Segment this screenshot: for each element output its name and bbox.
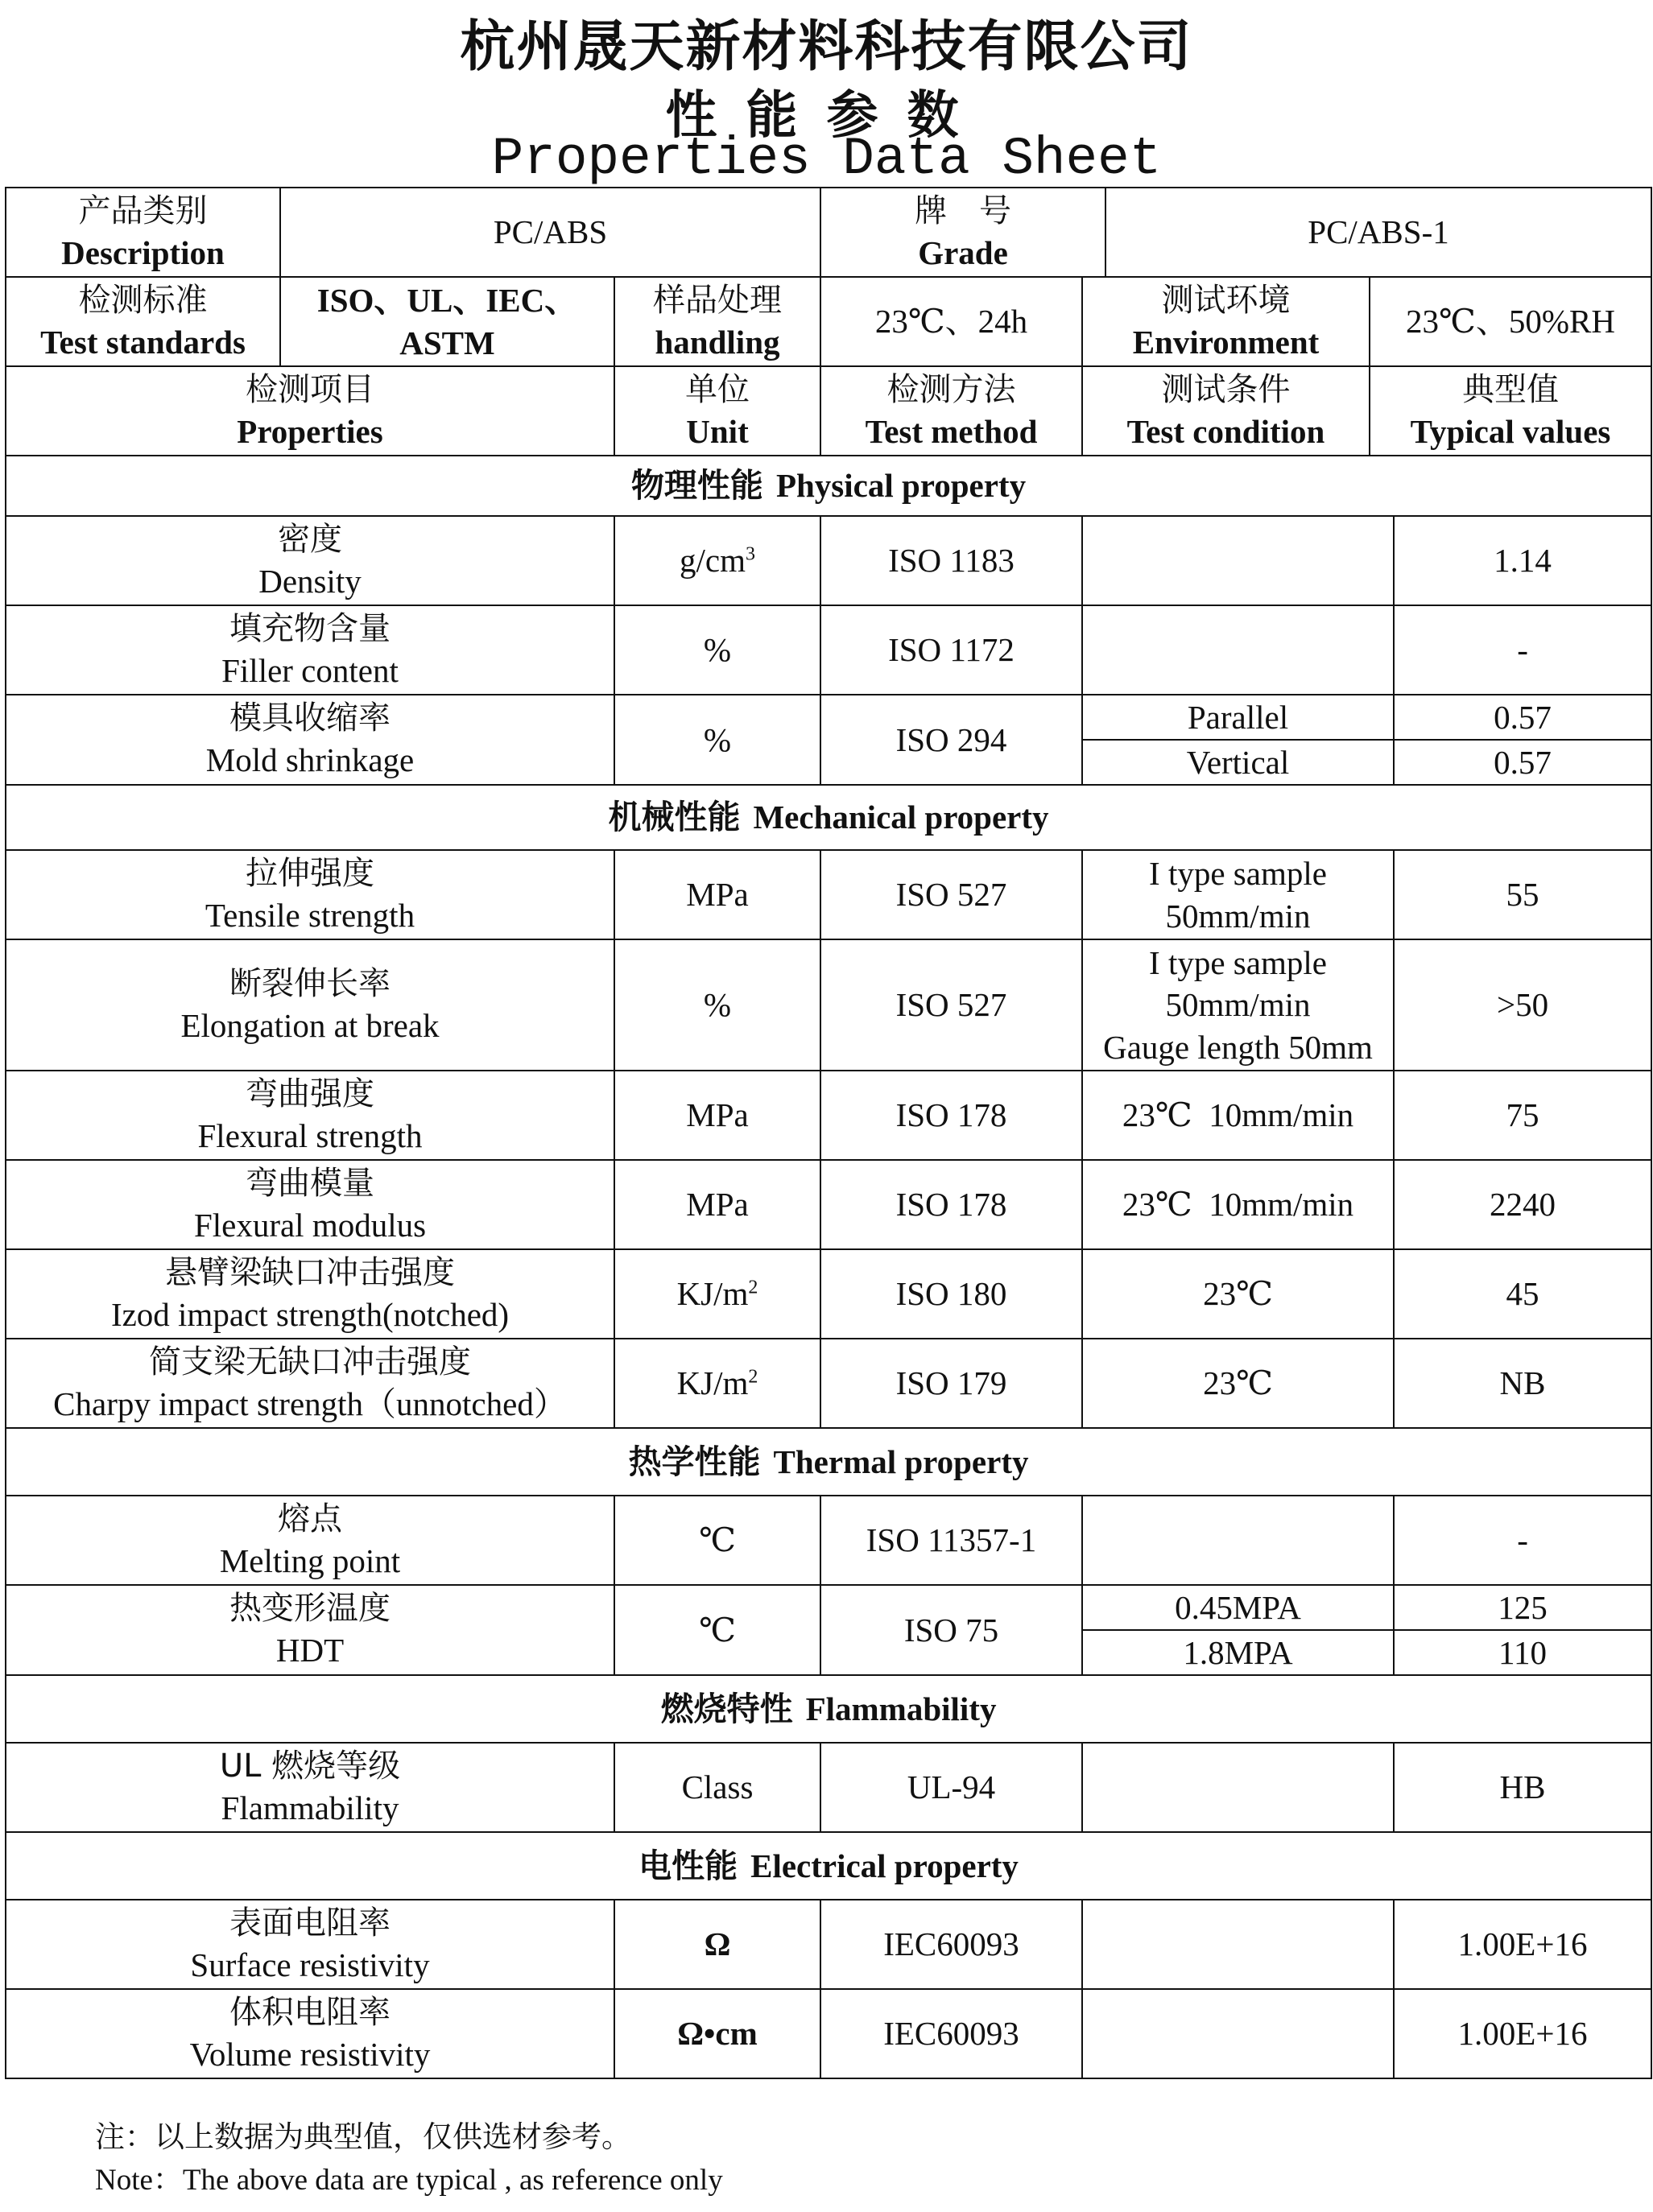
info-row-description: [6, 188, 1651, 277]
row-charpy: [6, 1339, 1651, 1428]
handling-value: 23℃、24h: [820, 277, 1082, 366]
volume-res-zh: 体积电阻率: [229, 1993, 391, 2031]
ul-unit: Class: [614, 1743, 820, 1832]
col-condition: [1082, 366, 1370, 456]
col-typical-zh: 典型值: [1462, 370, 1560, 408]
surface-res-unit: Ω: [614, 1900, 820, 1989]
col-method: [820, 366, 1082, 456]
row-shrinkage: [6, 695, 1651, 740]
row-density: [6, 516, 1651, 605]
description-label-cell: [6, 188, 280, 277]
izod-en: Izod impact strength(notched): [110, 1295, 510, 1333]
section-mechanical-zh: 机械性能: [608, 798, 741, 837]
tensile-en: Tensile strength: [205, 896, 415, 934]
tensile-method: ISO 527: [820, 850, 1082, 939]
flex-modulus-value: 2240: [1394, 1160, 1651, 1249]
elongation-value: >50: [1394, 939, 1651, 1071]
density-en: Density: [258, 562, 362, 600]
tensile-condition: I type sample 50mm/min: [1082, 850, 1394, 939]
filler-method: ISO 1172: [820, 605, 1082, 695]
info-row-standards: [6, 277, 1651, 366]
izod-value: 45: [1394, 1249, 1651, 1339]
title-zh: 性能参数: [665, 86, 988, 146]
note-zh: 注：以上数据为典型值，仅供选材参考。: [95, 2119, 631, 2154]
surface-res-method: IEC60093: [820, 1900, 1082, 1989]
section-mechanical-en: Mechanical property: [753, 799, 1049, 836]
row-hdt: [6, 1585, 1651, 1630]
hdt-value-045: 125: [1394, 1585, 1651, 1630]
melting-en: Melting point: [219, 1541, 401, 1579]
description-label-en: Description: [61, 233, 225, 271]
flex-modulus-condition: 23℃ 10mm/min: [1082, 1160, 1394, 1249]
flex-modulus-method: ISO 178: [820, 1160, 1082, 1249]
hdt-condition-045: 0.45MPA: [1082, 1585, 1394, 1630]
hdt-value-18: 110: [1394, 1630, 1651, 1675]
flex-modulus-en: Flexural modulus: [193, 1206, 427, 1244]
melting-zh: 熔点: [278, 1500, 342, 1537]
grade-label-cell: [820, 188, 1105, 277]
shrinkage-en: Mold shrinkage: [205, 741, 415, 779]
col-method-en: Test method: [865, 412, 1038, 450]
density-value: 1.14: [1394, 516, 1651, 605]
surface-res-condition: [1082, 1900, 1394, 1989]
charpy-condition: 23℃: [1082, 1339, 1394, 1428]
grade-label-en: Grade: [918, 233, 1008, 271]
section-flammability-zh: 燃烧特性: [660, 1689, 793, 1728]
ul-method: UL-94: [820, 1743, 1082, 1832]
ul-condition: [1082, 1743, 1394, 1832]
description-label-zh: 产品类别: [78, 192, 208, 229]
row-filler: [6, 605, 1651, 695]
grade-label-zh: 牌 号: [915, 192, 1011, 229]
row-ul: [6, 1743, 1651, 1832]
footnotes: [95, 2115, 723, 2202]
title-en: Properties Data Sheet: [491, 129, 1162, 189]
flex-modulus-zh: 弯曲模量: [246, 1164, 374, 1202]
company-name: 杭州晟天新材料科技有限公司: [460, 15, 1193, 79]
row-izod: [6, 1249, 1651, 1339]
col-typical-en: Typical values: [1410, 412, 1611, 450]
shrinkage-value-vertical: 0.57: [1394, 740, 1651, 785]
section-thermal: [6, 1428, 1651, 1496]
hdt-en: HDT: [275, 1632, 345, 1669]
col-properties: [6, 366, 614, 456]
section-physical: [6, 456, 1651, 516]
filler-unit: %: [614, 605, 820, 695]
charpy-en: Charpy impact strength（unnotched）: [53, 1385, 567, 1422]
ul-en: Flammability: [221, 1789, 399, 1826]
volume-res-en: Volume resistivity: [189, 2035, 431, 2073]
tensile-zh: 拉伸强度: [246, 854, 374, 892]
standards-value-line2: ASTM: [399, 324, 495, 361]
standards-label-en: Test standards: [40, 323, 246, 361]
standards-label-zh: 检测标准: [78, 281, 208, 319]
environment-value: 23℃、50%RH: [1370, 277, 1651, 366]
flex-strength-value: 75: [1394, 1071, 1651, 1160]
handling-label-cell: [614, 277, 820, 366]
section-electrical-en: Electrical property: [750, 1847, 1019, 1884]
density-zh: 密度: [278, 520, 342, 558]
section-thermal-zh: 热学性能: [628, 1442, 761, 1481]
column-header-row: [6, 366, 1651, 456]
section-electrical: [6, 1832, 1651, 1900]
col-method-zh: 检测方法: [886, 370, 1016, 408]
row-volume-resistivity: [6, 1989, 1651, 2078]
surface-res-en: Surface resistivity: [190, 1946, 430, 1983]
row-surface-resistivity: [6, 1900, 1651, 1989]
surface-res-zh: 表面电阻率: [229, 1904, 391, 1942]
col-condition-zh: 测试条件: [1161, 370, 1291, 408]
surface-res-value: 1.00E+16: [1394, 1900, 1651, 1989]
filler-en: Filler content: [221, 651, 399, 689]
row-flex-modulus: [6, 1160, 1651, 1249]
col-condition-en: Test condition: [1126, 412, 1325, 450]
hdt-unit: ℃: [614, 1585, 820, 1675]
filler-value: -: [1394, 605, 1651, 695]
note-en: Note：The above data are typical , as reference only: [95, 2163, 723, 2197]
description-value: PC/ABS: [280, 188, 820, 277]
shrinkage-value-parallel: 0.57: [1394, 695, 1651, 740]
ul-value: HB: [1394, 1743, 1651, 1832]
handling-label-en: handling: [655, 323, 780, 361]
col-typical: [1370, 366, 1651, 456]
section-electrical-zh: 电性能: [638, 1846, 738, 1885]
volume-res-method: IEC60093: [820, 1989, 1082, 2078]
melting-value: -: [1394, 1496, 1651, 1585]
section-physical-zh: 物理性能: [630, 466, 763, 506]
hdt-method: ISO 75: [820, 1585, 1082, 1675]
handling-label-zh: 样品处理: [653, 281, 782, 319]
elongation-condition: I type sample 50mm/min Gauge length 50mm: [1082, 939, 1394, 1071]
hdt-zh: 热变形温度: [229, 1590, 391, 1628]
grade-value: PC/ABS-1: [1105, 188, 1651, 277]
row-flex-strength: [6, 1071, 1651, 1160]
standards-label-cell: [6, 277, 280, 366]
flex-strength-en: Flexural strength: [197, 1116, 423, 1154]
melting-condition: [1082, 1496, 1394, 1585]
flex-strength-condition: 23℃ 10mm/min: [1082, 1071, 1394, 1160]
section-physical-en: Physical property: [775, 467, 1027, 505]
shrinkage-method: ISO 294: [820, 695, 1082, 785]
izod-method: ISO 180: [820, 1249, 1082, 1339]
environment-label-en: Environment: [1132, 323, 1320, 361]
izod-unit: $KJ/m^2$: [614, 1249, 820, 1339]
row-melting: [6, 1496, 1651, 1585]
flex-modulus-unit: MPa: [614, 1160, 820, 1249]
section-flammability-en: Flammability: [805, 1690, 997, 1727]
density-method: ISO 1183: [820, 516, 1082, 605]
flex-strength-unit: MPa: [614, 1071, 820, 1160]
section-thermal-en: Thermal property: [773, 1442, 1029, 1480]
volume-res-value: 1.00E+16: [1394, 1989, 1651, 2078]
elongation-en: Elongation at break: [180, 1006, 440, 1044]
row-elongation: [6, 939, 1651, 1071]
col-properties-zh: 检测项目: [246, 370, 374, 408]
tensile-value: 55: [1394, 850, 1651, 939]
elongation-method: ISO 527: [820, 939, 1082, 1071]
elongation-unit: %: [614, 939, 820, 1071]
flex-strength-method: ISO 178: [820, 1071, 1082, 1160]
col-properties-en: Properties: [237, 412, 383, 450]
flex-strength-zh: 弯曲强度: [246, 1075, 374, 1112]
environment-label-zh: 测试环境: [1161, 281, 1291, 319]
row-tensile: [6, 850, 1651, 939]
izod-condition: 23℃: [1082, 1249, 1394, 1339]
ul-zh: UL 燃烧等级: [219, 1747, 401, 1785]
col-unit: [614, 366, 820, 456]
elongation-zh: 断裂伸长率: [229, 964, 391, 1002]
charpy-method: ISO 179: [820, 1339, 1082, 1428]
col-unit-zh: 单位: [685, 370, 750, 408]
shrinkage-condition-vertical: Vertical: [1082, 740, 1394, 785]
shrinkage-condition-parallel: Parallel: [1082, 695, 1394, 740]
environment-label-cell: [1082, 277, 1370, 366]
section-mechanical: [6, 785, 1651, 850]
volume-res-unit: Ω•cm: [614, 1989, 820, 2078]
density-condition: [1082, 516, 1394, 605]
izod-zh: 悬臂梁缺口冲击强度: [165, 1253, 455, 1291]
melting-unit: ℃: [614, 1496, 820, 1585]
tensile-unit: MPa: [614, 850, 820, 939]
standards-value-cell: [280, 277, 614, 366]
standards-value-line1: ISO、UL、IEC、: [316, 282, 578, 320]
melting-method: ISO 11357-1: [820, 1496, 1082, 1585]
shrinkage-unit: %: [614, 695, 820, 785]
hdt-condition-18: 1.8MPA: [1082, 1630, 1394, 1675]
col-unit-en: Unit: [686, 412, 749, 450]
section-flammability: [6, 1675, 1651, 1743]
density-unit: $g/cm^3$: [614, 516, 820, 605]
charpy-zh: 简支梁无缺口冲击强度: [149, 1343, 471, 1380]
volume-res-condition: [1082, 1989, 1394, 2078]
charpy-unit: $KJ/m^2$: [614, 1339, 820, 1428]
filler-zh: 填充物含量: [229, 609, 391, 647]
properties-table: [5, 187, 1652, 2079]
filler-condition: [1082, 605, 1394, 695]
charpy-value: NB: [1394, 1339, 1651, 1428]
shrinkage-zh: 模具收缩率: [229, 700, 391, 737]
